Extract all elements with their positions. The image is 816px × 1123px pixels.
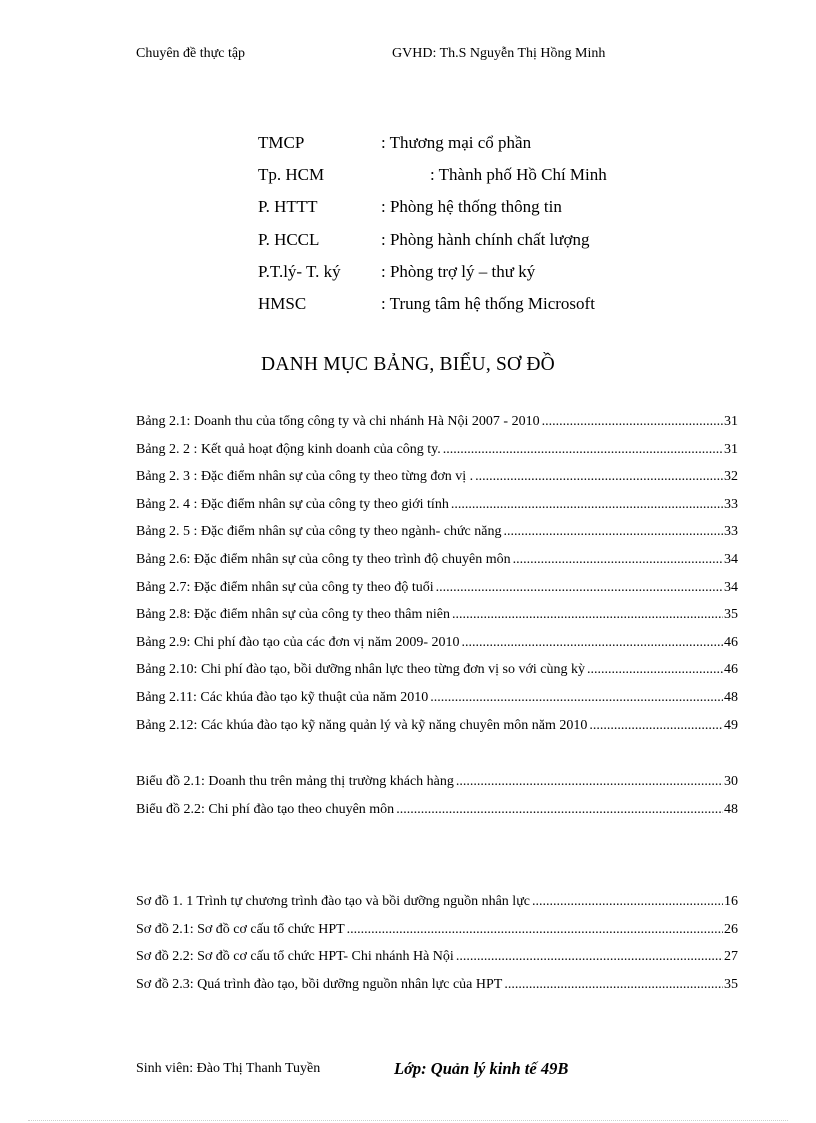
page-divider	[28, 1120, 788, 1121]
table-list	[136, 414, 738, 745]
abbreviation-code: P.T.lý- T. ký	[258, 261, 341, 281]
toc-page: 34	[724, 551, 738, 567]
header-supervisor: GVHD: Th.S Nguyễn Thị Hồng Minh	[392, 46, 606, 61]
toc-page: 30	[724, 774, 738, 789]
toc-label: Bảng 2.11: Các khúa đào tạo kỹ thuật của năm 2010	[136, 689, 429, 705]
toc-entry	[136, 802, 738, 830]
list-title: DANH MỤC BẢNG, BIỂU, SƠ ĐỒ	[261, 354, 555, 375]
toc-entry	[136, 894, 738, 922]
header-topic: Chuyên đề thực tập	[136, 46, 246, 61]
toc-entry	[136, 635, 738, 663]
toc-page: 26	[724, 921, 738, 937]
abbreviation-code: P. HCCL	[258, 229, 320, 249]
abbreviation-code: Tp. HCM	[258, 165, 325, 185]
toc-page: 49	[724, 717, 738, 733]
toc-leader	[396, 802, 723, 818]
toc-leader	[504, 977, 723, 993]
toc-page: 34	[724, 579, 738, 595]
toc-label: Biểu đồ 2.1: Doanh thu trên mảng thị trường khách hàng	[136, 774, 454, 789]
toc-leader	[532, 894, 723, 910]
toc-label: Sơ đồ 1. 1 Trình tự chương trình đào tạo và bồi dưỡng nguồn nhân lực	[136, 894, 530, 909]
toc-page: 48	[724, 689, 738, 705]
toc-entry	[136, 774, 738, 802]
toc-leader	[436, 580, 723, 596]
abbreviation-row	[258, 165, 678, 197]
toc-page: 48	[724, 801, 738, 817]
abbreviation-meaning: : Thương mại cổ phần	[381, 133, 532, 152]
toc-entry	[136, 580, 738, 608]
toc-entry	[136, 442, 738, 470]
toc-entry	[136, 497, 738, 525]
toc-leader	[462, 635, 723, 651]
toc-entry	[136, 718, 738, 746]
toc-entry	[136, 524, 738, 552]
toc-entry	[136, 662, 738, 690]
toc-leader	[456, 949, 723, 965]
abbreviation-row	[258, 133, 678, 165]
abbreviation-row	[258, 197, 678, 229]
toc-label: Bảng 2.6: Đặc điểm nhân sự của công ty theo trình độ chuyên môn	[136, 551, 511, 567]
toc-label: Bảng 2. 2 : Kết quả hoạt động kinh doanh của công ty.	[136, 441, 441, 457]
abbreviation-row	[258, 262, 678, 294]
toc-entry	[136, 922, 738, 950]
toc-leader	[451, 497, 723, 513]
toc-leader	[443, 442, 723, 458]
toc-page: 46	[724, 634, 738, 650]
abbreviation-list	[258, 133, 678, 326]
toc-page: 46	[724, 662, 738, 678]
toc-entry	[136, 690, 738, 718]
toc-leader	[430, 690, 723, 706]
toc-entry	[136, 977, 738, 1005]
toc-leader	[587, 662, 723, 678]
abbreviation-row	[258, 294, 678, 326]
toc-page: 16	[724, 894, 738, 909]
toc-label: Sơ đồ 2.2: Sơ đồ cơ cấu tổ chức HPT- Chi nhánh Hà Nội	[136, 949, 454, 965]
toc-page: 31	[724, 414, 738, 429]
toc-label: Bảng 2.7: Đặc điểm nhân sự của công ty theo độ tuổi	[136, 579, 434, 595]
toc-leader	[347, 922, 723, 938]
toc-page: 31	[724, 441, 738, 457]
toc-entry	[136, 469, 738, 497]
toc-label: Bảng 2.9: Chi phí đào tạo của các đơn vị năm 2009- 2010	[136, 634, 460, 650]
toc-label: Bảng 2.10: Chi phí đào tạo, bồi dưỡng nhân lực theo từng đơn vị so với cùng kỳ	[136, 662, 585, 678]
toc-label: Sơ đồ 2.3: Quá trình đào tạo, bồi dưỡng nguồn nhân lực của HPT	[136, 976, 503, 992]
toc-label: Bảng 2. 4 : Đặc điểm nhân sự của công ty theo giới tính	[136, 496, 449, 512]
toc-leader	[475, 469, 723, 485]
toc-leader	[503, 524, 723, 540]
toc-page: 35	[724, 607, 738, 623]
toc-entry	[136, 607, 738, 635]
toc-leader	[542, 414, 723, 430]
abbreviation-meaning: : Thành phố Hồ Chí Minh	[430, 165, 607, 185]
footer-class: Lớp: Quản lý kinh tế 49B	[394, 1059, 569, 1078]
toc-leader	[452, 607, 723, 623]
abbreviation-meaning: : Trung tâm hệ thống Microsoft	[381, 293, 595, 313]
toc-page: 33	[724, 524, 738, 540]
toc-leader	[589, 718, 723, 734]
toc-label: Bảng 2. 5 : Đặc điểm nhân sự của công ty theo ngành- chức năng	[136, 524, 502, 540]
toc-page: 32	[724, 469, 738, 485]
toc-page: 33	[724, 496, 738, 512]
toc-label: Bảng 2.12: Các khúa đào tạo kỹ năng quản lý và kỹ năng chuyên môn năm 2010	[136, 717, 588, 733]
toc-label: Biểu đồ 2.2: Chi phí đào tạo theo chuyên môn	[136, 801, 395, 817]
toc-leader	[513, 552, 723, 568]
toc-entry	[136, 414, 738, 442]
abbreviation-meaning: : Phòng trợ lý – thư ký	[381, 261, 536, 281]
diagram-list	[136, 894, 738, 1004]
abbreviation-code: HMSC	[258, 293, 307, 313]
footer-student: Sinh viên: Đào Thị Thanh Tuyền	[136, 1061, 321, 1076]
toc-entry	[136, 949, 738, 977]
abbreviation-code: P. HTTT	[258, 197, 318, 217]
toc-label: Bảng 2. 3 : Đặc điểm nhân sự của công ty theo từng đơn vị .	[136, 469, 474, 485]
toc-label: Bảng 2.1: Doanh thu của tổng công ty và chi nhánh Hà Nội 2007 - 2010	[136, 414, 540, 429]
toc-page: 35	[724, 976, 738, 992]
abbreviation-code: TMCP	[258, 133, 305, 152]
abbreviation-meaning: : Phòng hệ thống thông tin	[381, 197, 562, 217]
toc-leader	[456, 774, 723, 790]
toc-entry	[136, 552, 738, 580]
toc-label: Bảng 2.8: Đặc điểm nhân sự của công ty theo thâm niên	[136, 607, 450, 623]
toc-label: Sơ đồ 2.1: Sơ đồ cơ cấu tổ chức HPT	[136, 921, 345, 937]
toc-page: 27	[724, 949, 738, 965]
abbreviation-meaning: : Phòng hành chính chất lượng	[381, 229, 590, 249]
chart-list	[136, 774, 738, 829]
abbreviation-row	[258, 230, 678, 262]
